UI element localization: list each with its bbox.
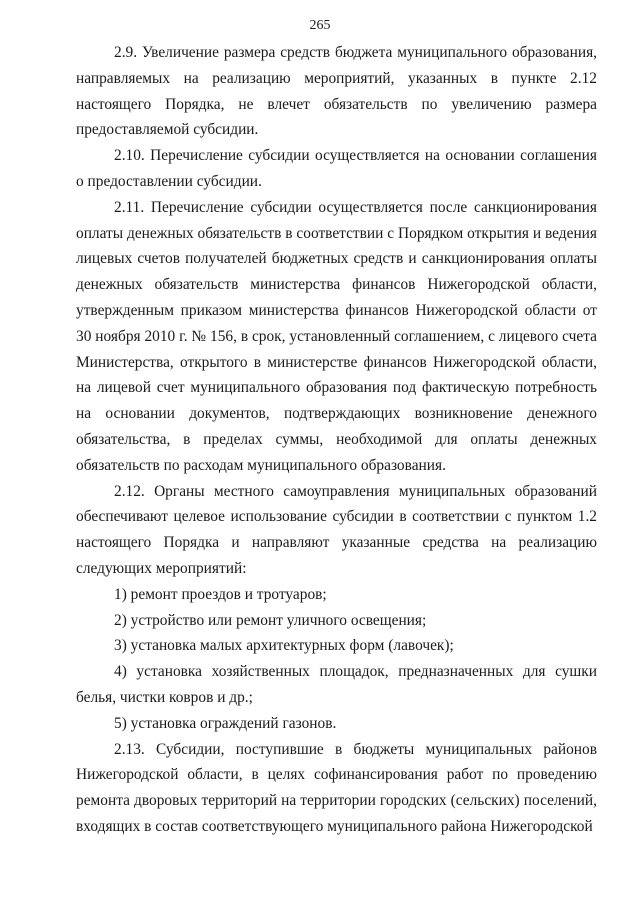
- paragraph-2-9: 2.9. Увеличение размера средств бюджета муниципального образования, направляемых на реализацию мероприятий, указанных в пункте 2.12 настоящего Порядка, не влечет обязательств по увеличению размера предоставляемой субсидии.: [76, 44, 597, 139]
- paragraph-2-12: 2.12. Органы местного самоуправления муниципальных образований обеспечивают целевое использование субсидии в соответствии с пунктом 1.2 настоящего Порядка и направляют указанные средства на реализацию следующих мероприятий:: [76, 482, 597, 577]
- page-number: 265: [309, 18, 331, 33]
- list-item-1: 1) ремонт проездов и тротуаров;: [114, 585, 327, 603]
- paragraph-2-10: 2.10. Перечисление субсидии осуществляется на основании соглашения о предоставлении субсидии.: [76, 147, 597, 190]
- paragraph-2-13: 2.13. Субсидии, поступившие в бюджеты муниципальных районов Нижегородской области, в целях софинансирования работ по проведению ремонта дворовых территорий на территории городских (сельских) поселений, входящих в состав соответствующего муниципального района Нижегородской: [76, 740, 597, 835]
- list-item-3: 3) установка малых архитектурных форм (лавочек);: [114, 637, 454, 655]
- list-item-4: 4) установка хозяйственных площадок, предназначенных для сушки белья, чистки ковров и др.;: [76, 663, 597, 706]
- paragraph-2-11: 2.11. Перечисление субсидии осуществляется после санкционирования оплаты денежных обязательств в соответствии с Порядком открытия и ведения лицевых счетов получателей бюджетных средств и санкционирования оплаты денежных обязательств министерства финансов Нижегородской области, утвержденным приказом министерства финансов Нижегородской области от 30 ноября 2010 г. № 156, в срок, установленный соглашением, с лицевого счета Министерства, открытого в министерстве финансов Нижегородской области, на лицевой счет муниципального образования под фактическую потребность на основании документов, подтверждающих возникновение денежного обязательства, в пределах суммы, необходимой для оплаты денежных обязательств по расходам муниципального образования.: [76, 198, 597, 474]
- list-item-5: 5) установка ограждений газонов.: [114, 714, 337, 732]
- list-item-2: 2) устройство или ремонт уличного освещения;: [114, 611, 427, 629]
- document-body: [76, 40, 597, 840]
